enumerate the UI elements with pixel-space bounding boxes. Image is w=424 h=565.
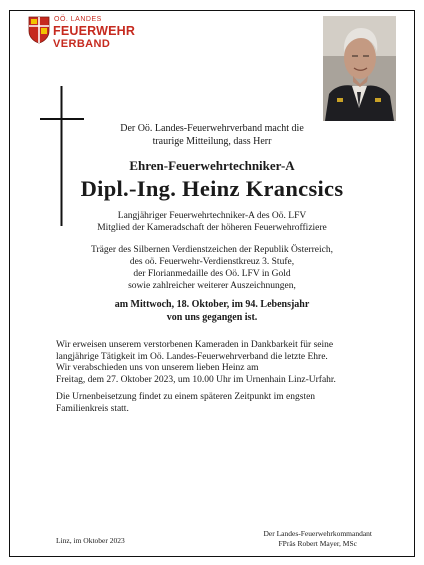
intro-line-1: Der Oö. Landes-Feuerwehrverband macht die bbox=[120, 123, 304, 134]
signature-block bbox=[263, 529, 372, 548]
logo-sub-text: VERBAND bbox=[53, 38, 111, 50]
paragraph-line: Wir verabschieden uns von unserem lieben Heinz am bbox=[56, 363, 259, 373]
logo-small-text: OÖ. LANDES bbox=[54, 16, 102, 23]
paragraph-line: Freitag, dem 27. Oktober 2023, um 10.00 Uhr im Urnenhain Linz-Urfahr. bbox=[56, 374, 336, 385]
service-paragraph bbox=[56, 340, 369, 386]
signer-name: FPräs Robert Mayer, MSc bbox=[278, 538, 357, 548]
burial-paragraph bbox=[56, 392, 369, 415]
paragraph-line: Wir erweisen unserem verstorbenen Kameraden in Dankbarkeit für seine bbox=[56, 340, 334, 350]
paragraph-line: Die Urnenbeisetzung findet zu einem späteren Zeitpunkt im engsten bbox=[56, 392, 316, 402]
honor-line-1: Träger des Silbernen Verdienstzeichen der Republik Österreich, bbox=[91, 245, 333, 255]
deceased-rank: Ehren-Feuerwehrtechniker-A bbox=[129, 158, 295, 173]
honor-line-2: des oö. Feuerwehr-Verdienstkreuz 3. Stufe, bbox=[129, 257, 295, 267]
intro-line-2: traurige Mitteilung, dass Herr bbox=[152, 136, 272, 147]
fire-brigade-logo bbox=[28, 14, 148, 56]
place-date: Linz, im Oktober 2023 bbox=[56, 536, 125, 545]
role-line-1: Langjähriger Feuerwehrtechniker-A des Oö. LFV bbox=[117, 211, 307, 221]
portrait-photo bbox=[323, 16, 396, 121]
paragraph-line: langjährige Tätigkeit im Oö. Landes-Feuerwehrverband die letzte Ehre. bbox=[56, 351, 328, 362]
paragraph-line: Familienkreis statt. bbox=[56, 403, 129, 414]
fire-brigade-shield-icon bbox=[28, 16, 50, 44]
death-date-line-1: am Mittwoch, 18. Oktober, im 94. Lebensjahr bbox=[114, 299, 310, 310]
latin-cross-icon bbox=[40, 86, 84, 226]
logo-main-text: FEUERWEHR bbox=[53, 24, 136, 38]
signer-title: Der Landes-Feuerwehrkommandant bbox=[263, 529, 372, 538]
death-date-line-2: von uns gegangen ist. bbox=[166, 312, 258, 323]
deceased-name: Dipl.-Ing. Heinz Krancsics bbox=[80, 176, 344, 201]
role-line-2: Mitglied der Kameradschaft der höheren Feuerwehroffiziere bbox=[97, 223, 327, 233]
honor-line-3: der Florianmedaille des Oö. LFV in Gold bbox=[133, 269, 291, 279]
honor-line-4: sowie zahlreicher weiterer Auszeichnungen, bbox=[128, 281, 296, 291]
